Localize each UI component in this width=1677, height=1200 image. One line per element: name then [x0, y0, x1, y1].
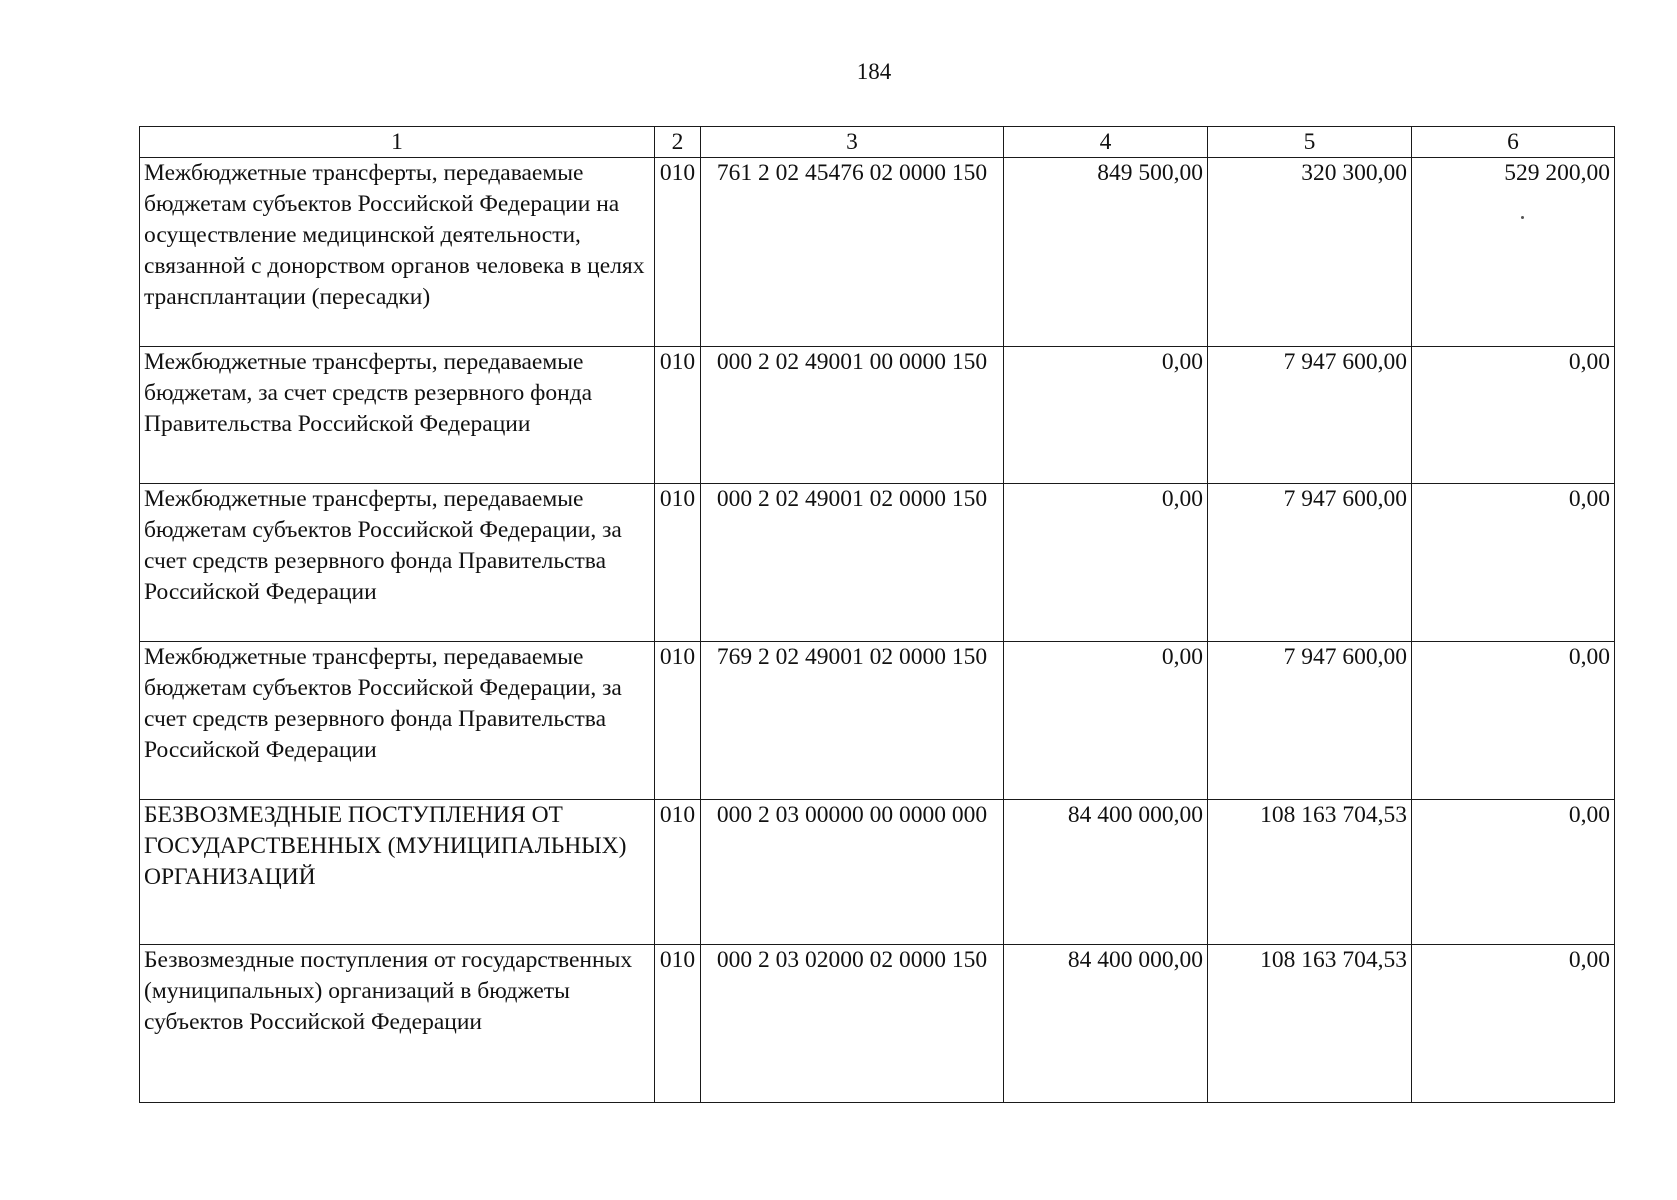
- row-name: Межбюджетные трансферты, передаваемые бюджетам, за счет средств резервного фонда Правительства Российской Федерации: [140, 347, 655, 484]
- table-row: [140, 800, 1615, 945]
- row-line-code: 010: [655, 347, 701, 484]
- row-value-col5: 108 163 704,53: [1208, 945, 1412, 1103]
- column-header-2: 2: [655, 127, 701, 158]
- table-row: [140, 642, 1615, 800]
- row-line-code: 010: [655, 945, 701, 1103]
- row-value-col5: 108 163 704,53: [1208, 800, 1412, 945]
- row-budget-code: 761 2 02 45476 02 0000 150: [701, 158, 1004, 347]
- table-row: [140, 484, 1615, 642]
- row-value-col4: 0,00: [1004, 347, 1208, 484]
- row-budget-code: 000 2 03 00000 00 0000 000: [701, 800, 1004, 945]
- row-line-code: 010: [655, 484, 701, 642]
- row-name: Межбюджетные трансферты, передаваемые бюджетам субъектов Российской Федерации, за счет средств резервного фонда Правительства Российской Федерации: [140, 484, 655, 642]
- row-value-col6: 0,00: [1412, 484, 1615, 642]
- row-value-col6: 529 200,00: [1412, 158, 1615, 347]
- table-row: [140, 347, 1615, 484]
- row-budget-code: 000 2 02 49001 02 0000 150: [701, 484, 1004, 642]
- scan-speck: [1521, 216, 1524, 219]
- row-value-col5: 320 300,00: [1208, 158, 1412, 347]
- row-line-code: 010: [655, 800, 701, 945]
- row-name: Межбюджетные трансферты, передаваемые бюджетам субъектов Российской Федерации на осуществление медицинской деятельности, связанной с донорством органов человека в целях трансплантации (пересадки): [140, 158, 655, 347]
- row-name: Межбюджетные трансферты, передаваемые бюджетам субъектов Российской Федерации, за счет средств резервного фонда Правительства Российской Федерации: [140, 642, 655, 800]
- row-line-code: 010: [655, 642, 701, 800]
- budget-table: [139, 126, 1615, 1103]
- row-value-col6: 0,00: [1412, 945, 1615, 1103]
- row-value-col6: 0,00: [1412, 800, 1615, 945]
- row-value-col4: 849 500,00: [1004, 158, 1208, 347]
- row-value-col4: 84 400 000,00: [1004, 945, 1208, 1103]
- table-header-row: [140, 127, 1615, 158]
- column-header-4: 4: [1004, 127, 1208, 158]
- table-row: [140, 945, 1615, 1103]
- column-header-1: 1: [140, 127, 655, 158]
- row-value-col4: 0,00: [1004, 642, 1208, 800]
- row-budget-code: 000 2 02 49001 00 0000 150: [701, 347, 1004, 484]
- row-budget-code: 769 2 02 49001 02 0000 150: [701, 642, 1004, 800]
- row-value-col5: 7 947 600,00: [1208, 642, 1412, 800]
- row-name: Безвозмездные поступления от государственных (муниципальных) организаций в бюджеты субъектов Российской Федерации: [140, 945, 655, 1103]
- row-budget-code: 000 2 03 02000 02 0000 150: [701, 945, 1004, 1103]
- row-name: БЕЗВОЗМЕЗДНЫЕ ПОСТУПЛЕНИЯ ОТ ГОСУДАРСТВЕННЫХ (МУНИЦИПАЛЬНЫХ) ОРГАНИЗАЦИЙ: [140, 800, 655, 945]
- row-line-code: 010: [655, 158, 701, 347]
- row-value-col6: 0,00: [1412, 642, 1615, 800]
- page-number: 184: [856, 59, 892, 84]
- row-value-col4: 0,00: [1004, 484, 1208, 642]
- column-header-6: 6: [1412, 127, 1615, 158]
- row-value-col6: 0,00: [1412, 347, 1615, 484]
- column-header-3: 3: [701, 127, 1004, 158]
- row-value-col5: 7 947 600,00: [1208, 484, 1412, 642]
- row-value-col4: 84 400 000,00: [1004, 800, 1208, 945]
- column-header-5: 5: [1208, 127, 1412, 158]
- row-value-col5: 7 947 600,00: [1208, 347, 1412, 484]
- table-row: [140, 158, 1615, 347]
